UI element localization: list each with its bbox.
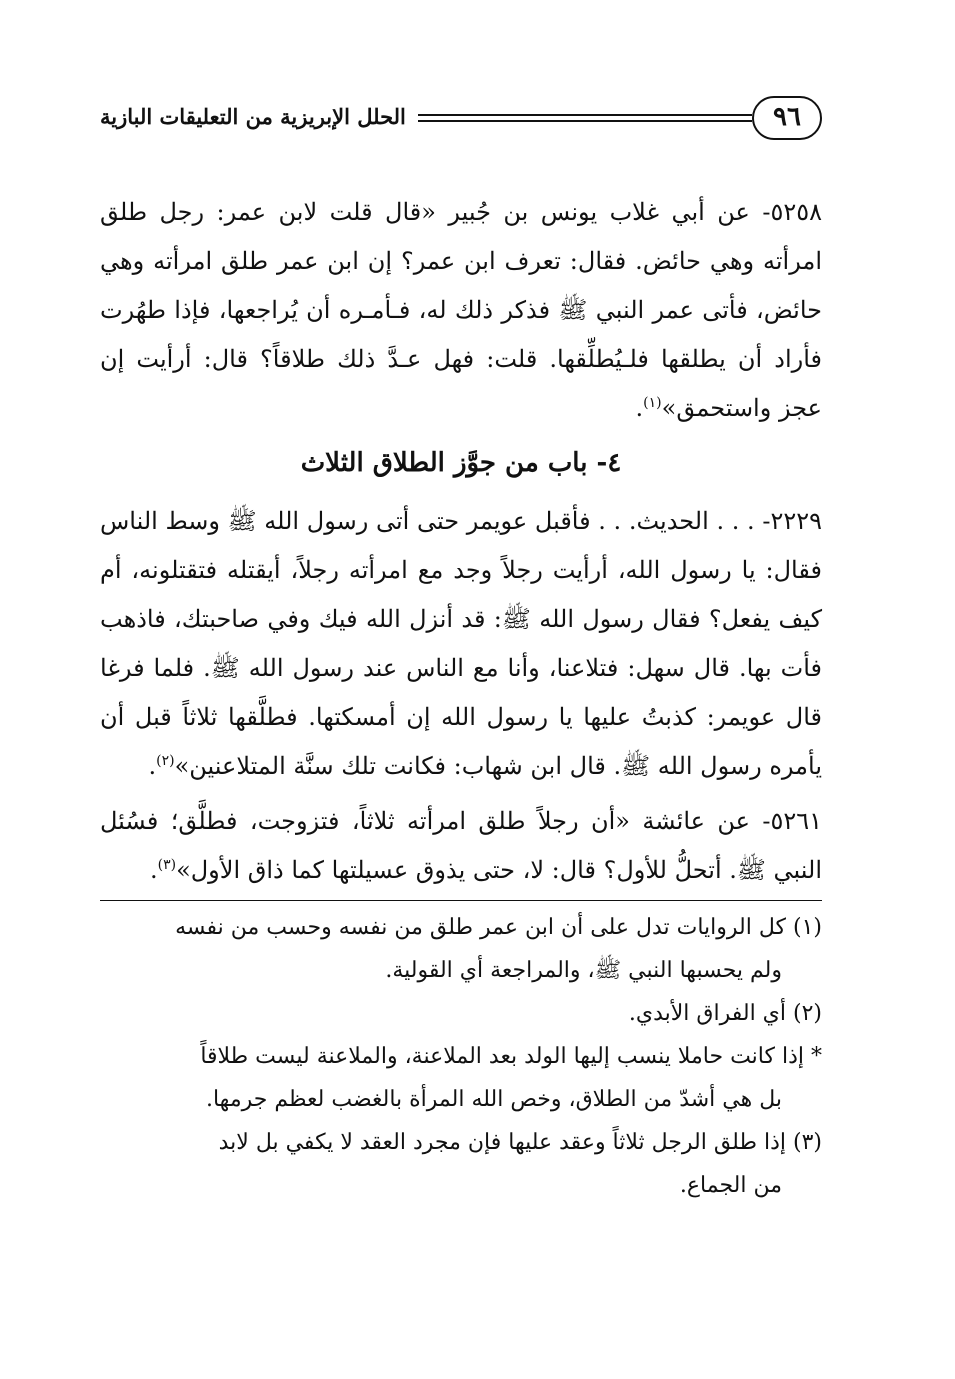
footnote-line: (٣) إذا طلق الرجل ثلاثاً وعقد عليها فإن مجرد العقد لا يكفي بل لابد xyxy=(218,1130,822,1155)
hadith-text: ٢٢٢٩- . . . الحديث. . . فأقبل عويمر حتى أتى رسول الله ﷺ وسط الناس فقال: يا رسول الله، أرأيت رجلاً وجد مع امرأته رجلاً، أيقتله فتقتلونه، أم كيف يفعل؟ فقال رسول الله ﷺ: قد أنزل الله فيك وفي صاحبتك، فاذهب فأت بها. قال سهل: فتلاعنا، وأنا مع الناس عند رسول الله ﷺ. فلما فرغا قال عويمر: كذبتُ عليها يا رسول الله إن أمسكتها. فطلَّقها ثلاثاً قبل أن يأمره رسول الله ﷺ. قال ابن شهاب: فكانت تلك سنَّة المتلاعنين» xyxy=(100,507,822,780)
running-title: الحلل الإبريزية من التعليقات البازية xyxy=(100,104,406,129)
footnote-1 xyxy=(100,906,822,992)
footnote-ref: (٣) xyxy=(157,857,177,873)
chapter-heading: ٤- باب من جوَّز الطلاق الثلاث xyxy=(300,448,622,478)
hadith-text: ٥٢٥٨- عن أبي غلاب يونس بن جُبير «قال قلت لابن عمر: رجل طلق امرأته وهي حائض. فقال: تعرف ابن عمر؟ إن ابن عمر طلق امرأته وهي حائض، فأتى عمر النبي ﷺ فذكر ذلك له، فـأمـره أن يُراجعها، فإذا طهُرت فأراد أن يطلقها فلـيُطلِّقها. قلت: فهل عـدَّ ذلك طلاقاً؟ قال: أرأيت إن عجز واستحمق» xyxy=(100,198,822,422)
footnotes xyxy=(100,906,822,1207)
footnote-line: * إذا كانت حاملا ينسب إليها الولد بعد الملاعنة، والملاعنة ليست طلاقاً xyxy=(200,1044,822,1069)
footnote-line: (١) كل الروايات تدل على أن ابن عمر طلق من نفسه وحسب من نفسه xyxy=(175,915,822,940)
footnote-line: من الجماع. xyxy=(679,1173,782,1198)
page-number: ٩٦ xyxy=(752,96,822,140)
hadith-text: ٥٢٦١- عن عائشة «أن رجلاً طلق امرأته ثلاثاً، فتزوجت، فطلَّق؛ فسُئل النبي ﷺ. أتحلُّ للأول؟ قال: لا، حتى يذوق عسيلتها كما ذاق الأول» xyxy=(100,807,822,884)
main-text xyxy=(100,180,822,901)
hadith-paragraph xyxy=(100,797,822,895)
footnote-ref: (١) xyxy=(643,395,662,411)
footnote-3 xyxy=(100,1121,822,1207)
footnote-2: (٢) أي الفراق الأبدي. xyxy=(628,1001,822,1026)
period: . xyxy=(635,394,644,422)
hadith-paragraph xyxy=(100,188,822,433)
hadith-paragraph xyxy=(100,497,822,791)
header-rule xyxy=(418,114,752,116)
footnote-line: ولم يحسبها النبي ﷺ، والمراجعة أي القولية. xyxy=(385,958,782,983)
footnote-separator xyxy=(100,900,822,901)
period: . xyxy=(149,856,158,884)
header-rule-double xyxy=(418,120,752,122)
footnote-ref: (٢) xyxy=(156,753,175,769)
footnote-line: بل هي أشدّ من الطلاق، وخص الله المرأة بالغضب لعظم جرمها. xyxy=(205,1087,782,1112)
page-header xyxy=(100,96,822,144)
period: . xyxy=(148,752,157,780)
star-note xyxy=(100,1035,822,1121)
